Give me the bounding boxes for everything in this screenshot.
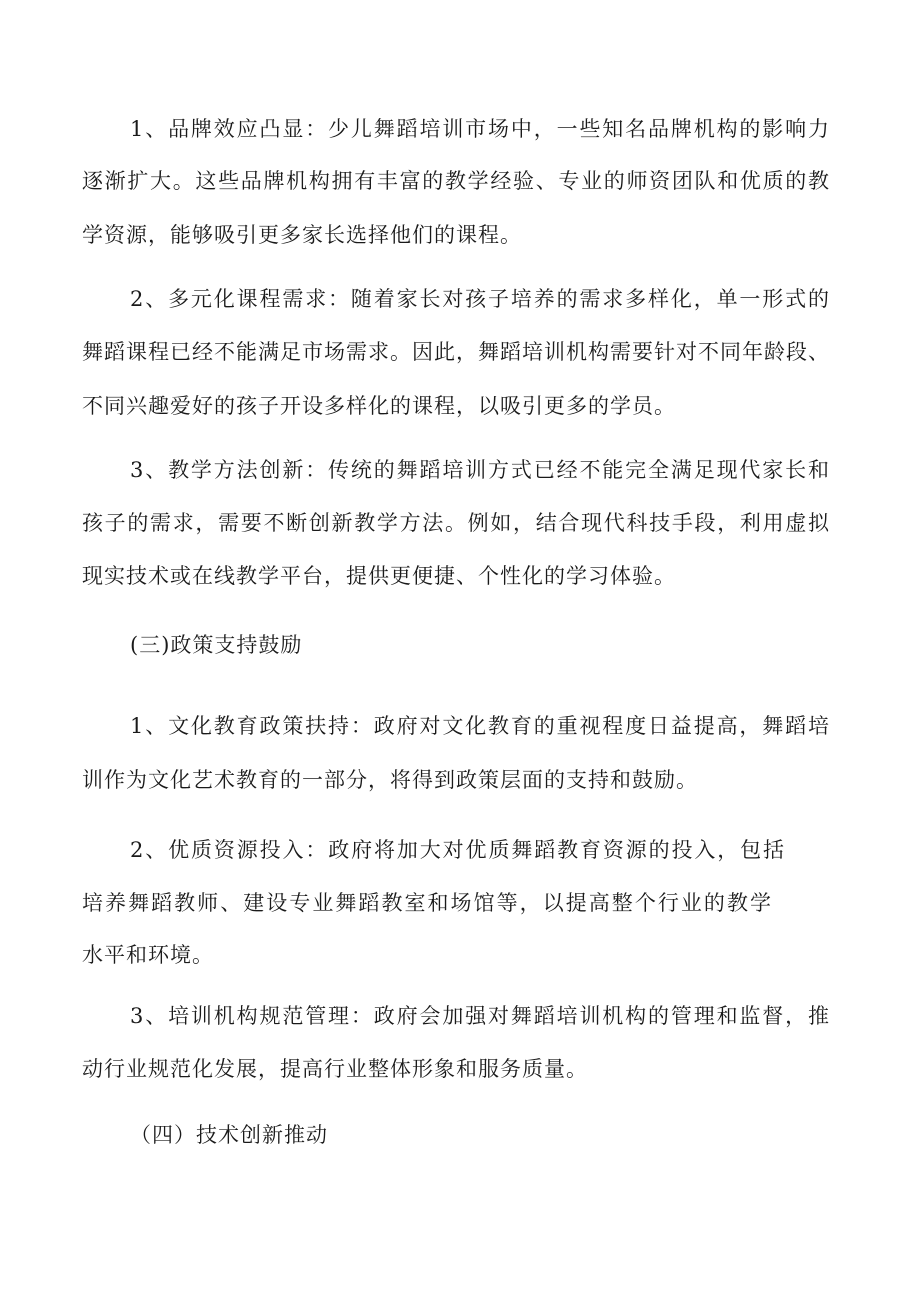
paragraph-line: 逐渐扩大。这些品牌机构拥有丰富的教学经验、专业的师资团队和优质的教 [82, 169, 830, 193]
paragraph-line: 训作为文化艺术教育的一部分，将得到政策层面的支持和鼓励。 [82, 768, 698, 792]
section-heading: (三)政策支持鼓励 [130, 633, 303, 657]
paragraph-line: 2、优质资源投入：政府将加大对优质舞蹈教育资源的投入，包括 [130, 838, 785, 862]
paragraph-line: 动行业规范化发展，提高行业整体形象和服务质量。 [82, 1057, 588, 1081]
paragraph-line: 学资源，能够吸引更多家长选择他们的课程。 [82, 223, 522, 247]
paragraph-line: 培养舞蹈教师、建设专业舞蹈教室和场馆等，以提高整个行业的教学 [82, 891, 772, 915]
paragraph-line: 孩子的需求，需要不断创新教学方法。例如，结合现代科技手段，利用虚拟 [82, 511, 830, 535]
paragraph-line: 舞蹈课程已经不能满足市场需求。因此，舞蹈培训机构需要针对不同年龄段、 [82, 340, 830, 364]
paragraph-line: 不同兴趣爱好的孩子开设多样化的课程，以吸引更多的学员。 [82, 394, 676, 418]
paragraph-line: 1、文化教育政策扶持：政府对文化教育的重视程度日益提高，舞蹈培 [130, 714, 830, 738]
paragraph-line: 水平和环境。 [82, 943, 214, 967]
paragraph-line: 3、培训机构规范管理：政府会加强对舞蹈培训机构的管理和监督，推 [130, 1004, 830, 1028]
section-heading: （四）技术创新推动 [130, 1123, 328, 1147]
paragraph-line: 1、品牌效应凸显：少儿舞蹈培训市场中，一些知名品牌机构的影响力 [130, 117, 830, 141]
paragraph-line: 现实技术或在线教学平台，提供更便捷、个性化的学习体验。 [82, 564, 676, 588]
paragraph-line: 2、多元化课程需求：随着家长对孩子培养的需求多样化，单一形式的 [130, 287, 830, 311]
paragraph-line: 3、教学方法创新：传统的舞蹈培训方式已经不能完全满足现代家长和 [130, 458, 830, 482]
